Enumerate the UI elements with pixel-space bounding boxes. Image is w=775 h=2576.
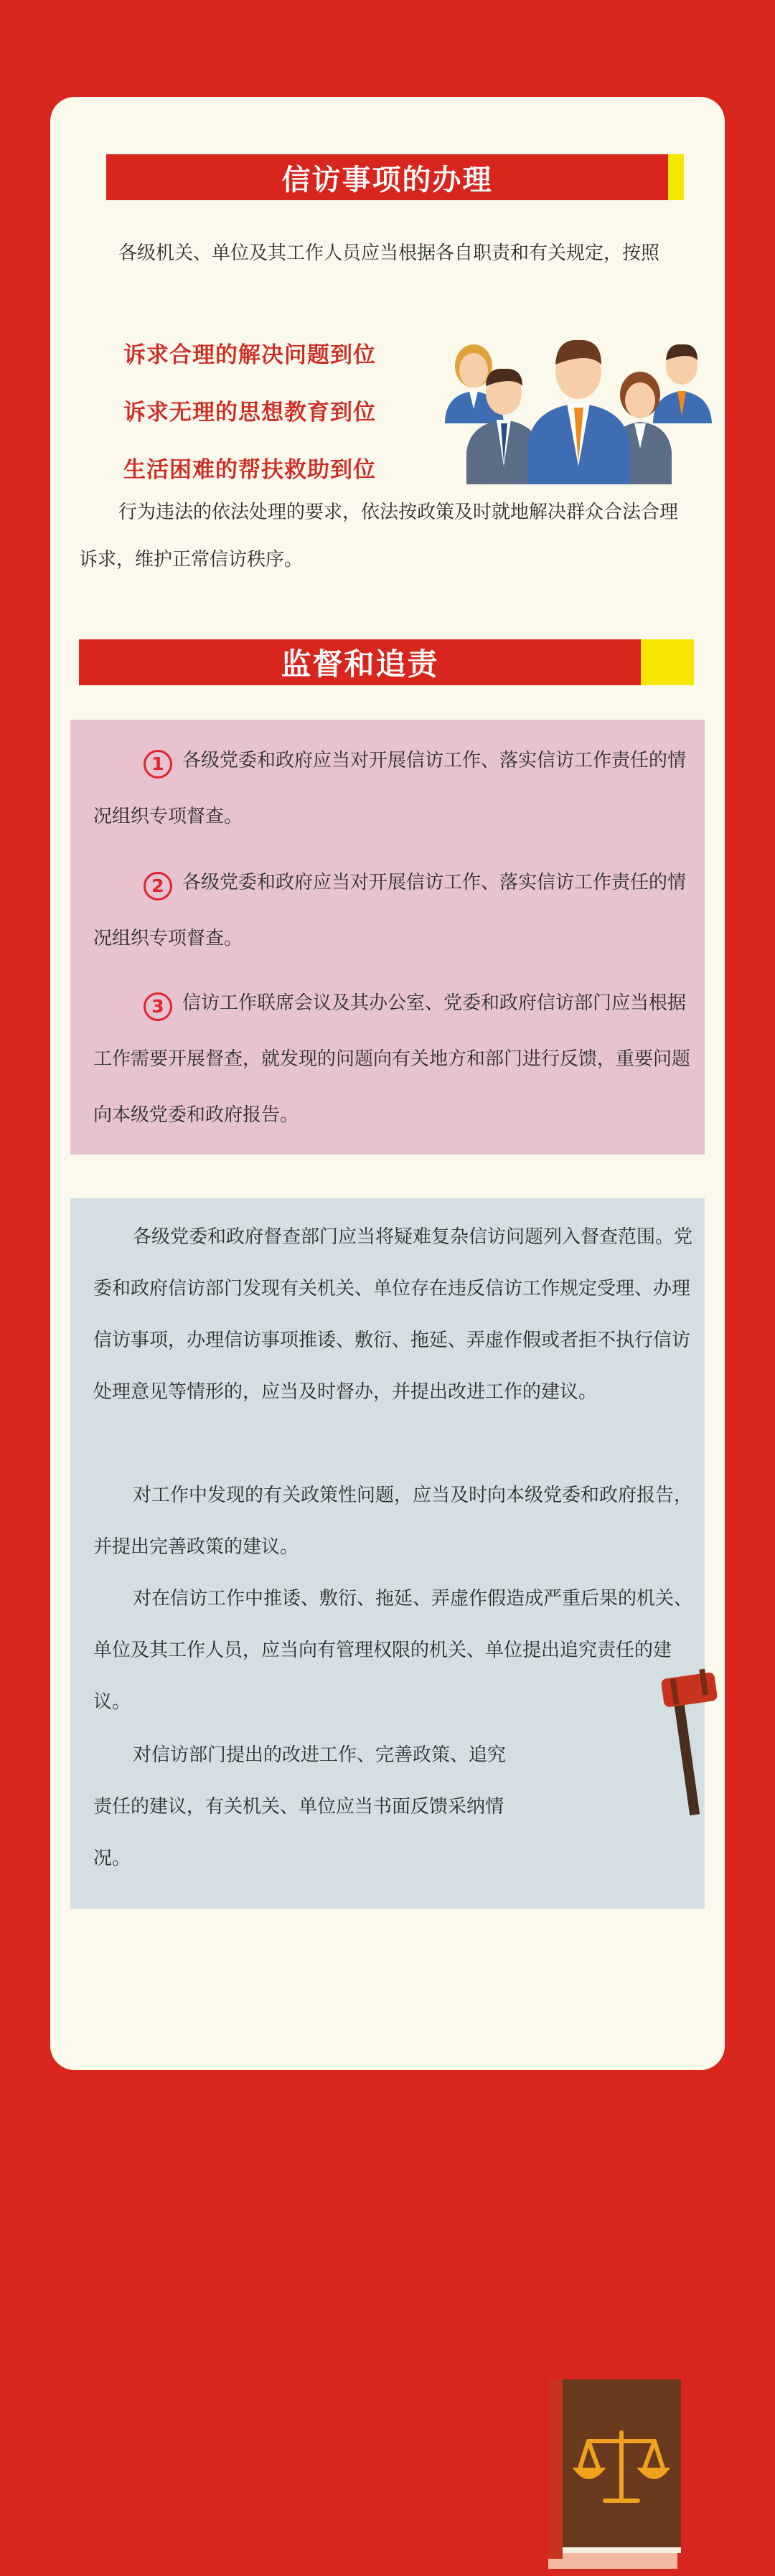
supervision-item bbox=[93, 975, 696, 1143]
supervision-item-text: 各级党委和政府应当对开展信访工作、落实信访工作责任的情况组织专项督查。 bbox=[93, 872, 687, 949]
body-paragraph: 对在信访工作中推诿、敷衍、拖延、弄虚作假造成严重后果的机关、单位及其工作人员，应当向有管理权限的机关、单位提出追究责任的建议。 bbox=[93, 1588, 693, 1713]
highlight-list bbox=[123, 326, 376, 499]
supervision-item-text: 信访工作联席会议及其办公室、党委和政府信访部门应当根据工作需要开展督查，就发现的问题向有关地方和部门进行反馈，重要问题向本级党委和政府报告。 bbox=[93, 992, 691, 1126]
supervision-list-panel bbox=[70, 720, 705, 1155]
section-title: 信访事项的办理 bbox=[106, 154, 668, 200]
item-number-badge: 1 bbox=[144, 750, 172, 779]
section-title-banner bbox=[106, 154, 684, 200]
closing-paragraph: 行为违法的依法处理的要求，依法按政策及时就地解决群众合法合理诉求，维护正常信访秩序。 bbox=[79, 502, 679, 570]
banner-accent bbox=[668, 154, 684, 200]
item-number-badge: 3 bbox=[144, 992, 172, 1021]
body-paragraph: 对工作中发现的有关政策性问题，应当及时向本级党委和政府报告，并提出完善政策的建议。 bbox=[93, 1485, 693, 1558]
body-paragraph: 对信访部门提出的改进工作、完善政策、追究责任的建议，有关机关、单位应当书面反馈采纳情况。 bbox=[93, 1744, 507, 1869]
people-group-illustration bbox=[438, 323, 725, 484]
gavel-icon bbox=[659, 1661, 723, 1819]
banner-accent bbox=[641, 639, 694, 685]
highlight-item: 生活困难的帮扶救助到位 bbox=[123, 457, 376, 483]
highlight-item: 诉求无理的思想教育到位 bbox=[123, 400, 376, 426]
item-number-badge: 2 bbox=[144, 872, 172, 901]
section-title: 监督和追责 bbox=[79, 639, 641, 685]
highlight-item: 诉求合理的解决问题到位 bbox=[123, 342, 376, 368]
supervision-item bbox=[93, 855, 696, 967]
body-paragraph: 各级党委和政府督查部门应当将疑难复杂信访问题列入督查范围。党委和政府信访部门发现有关机关、单位存在违反信访工作规定受理、办理信访事项，办理信访事项推诿、敷衍、拖延、弄虚作假或者拒不执行信访处理意见等情形的，应当及时督办，并提出改进工作的建议。 bbox=[93, 1226, 693, 1403]
intro-paragraph: 各级机关、单位及其工作人员应当根据各自职责和有关规定，按照 bbox=[118, 243, 660, 264]
accountability-panel bbox=[70, 1198, 705, 1909]
section-title-banner bbox=[79, 639, 694, 685]
supervision-item-text: 各级党委和政府应当对开展信访工作、落实信访工作责任的情况组织专项督查。 bbox=[93, 750, 687, 827]
law-book-icon bbox=[544, 2375, 695, 2576]
content-card bbox=[50, 97, 725, 2070]
supervision-item bbox=[93, 733, 696, 845]
